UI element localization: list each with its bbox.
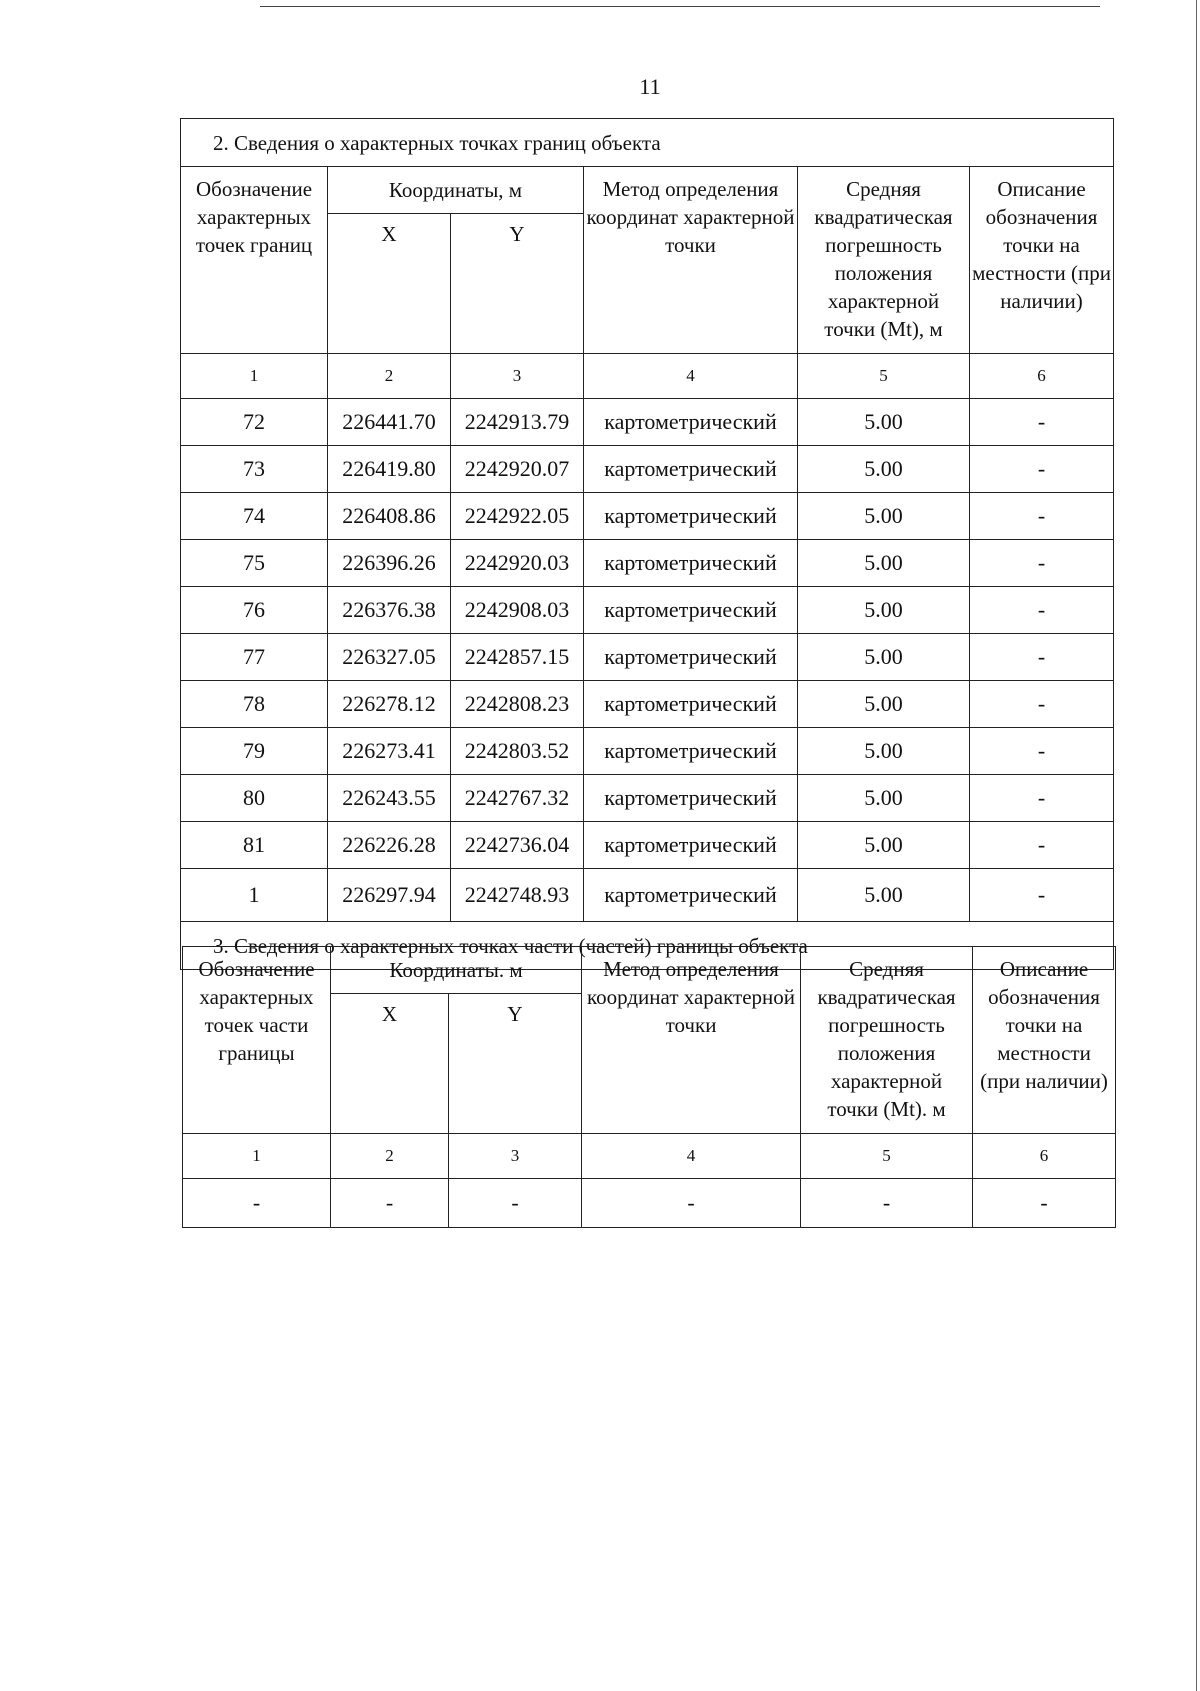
table-row bbox=[181, 634, 1114, 681]
column-number: 5 bbox=[798, 354, 970, 399]
header-coordinates: Координаты, м bbox=[328, 167, 584, 214]
coord-x: 226243.55 bbox=[328, 775, 451, 822]
scan-right-edge bbox=[1196, 0, 1197, 1691]
mt-error: 5.00 bbox=[798, 634, 970, 681]
header-error: Средняя квадратическая погрешность положения характерной точки (Mt). м bbox=[801, 947, 973, 1134]
coord-y: 2242808.23 bbox=[451, 681, 584, 728]
point-id: 81 bbox=[181, 822, 328, 869]
point-id: 78 bbox=[181, 681, 328, 728]
method: картометрический bbox=[584, 634, 798, 681]
header-error: Средняя квадратическая погрешность положения характерной точки (Mt), м bbox=[798, 167, 970, 354]
coord-x: 226419.80 bbox=[328, 446, 451, 493]
table-row bbox=[181, 728, 1114, 775]
description: - bbox=[970, 540, 1114, 587]
description: - bbox=[970, 634, 1114, 681]
table-row bbox=[183, 1179, 1116, 1228]
description: - bbox=[973, 1179, 1116, 1228]
page-number: 11 bbox=[639, 74, 661, 99]
mt-error: 5.00 bbox=[798, 869, 970, 922]
header-row-top bbox=[183, 947, 1116, 994]
mt-error: - bbox=[801, 1179, 973, 1228]
coord-x: 226376.38 bbox=[328, 587, 451, 634]
column-number-row bbox=[183, 1134, 1116, 1179]
column-number: 4 bbox=[584, 354, 798, 399]
coord-x: 226396.26 bbox=[328, 540, 451, 587]
header-designation: Обозначение характерных точек границ bbox=[181, 167, 328, 354]
coord-y: 2242920.03 bbox=[451, 540, 584, 587]
mt-error: 5.00 bbox=[798, 728, 970, 775]
description: - bbox=[970, 869, 1114, 922]
scan-top-rule bbox=[260, 6, 1100, 7]
section-3-title: 3. Сведения о характерных точках части (частей) границы объекта bbox=[181, 922, 1114, 970]
header-x: X bbox=[328, 214, 451, 354]
description: - bbox=[970, 493, 1114, 540]
table-row bbox=[181, 587, 1114, 634]
header-method: Метод определения координат характерной точки bbox=[582, 947, 801, 1134]
column-number-row bbox=[181, 354, 1114, 399]
description: - bbox=[970, 728, 1114, 775]
description: - bbox=[970, 775, 1114, 822]
mt-error: 5.00 bbox=[798, 399, 970, 446]
method: картометрический bbox=[584, 869, 798, 922]
mt-error: 5.00 bbox=[798, 446, 970, 493]
method: картометрический bbox=[584, 587, 798, 634]
description: - bbox=[970, 681, 1114, 728]
table-row bbox=[181, 446, 1114, 493]
column-number: 2 bbox=[328, 354, 451, 399]
part-boundary-points-table bbox=[182, 946, 1116, 1228]
method: картометрический bbox=[584, 822, 798, 869]
coord-x: 226297.94 bbox=[328, 869, 451, 922]
column-number: 4 bbox=[582, 1134, 801, 1179]
table-row bbox=[181, 399, 1114, 446]
coord-x: 226278.12 bbox=[328, 681, 451, 728]
point-id: - bbox=[183, 1179, 331, 1228]
column-number: 3 bbox=[451, 354, 584, 399]
coord-x: - bbox=[331, 1179, 449, 1228]
table-row bbox=[181, 869, 1114, 922]
coord-x: 226327.05 bbox=[328, 634, 451, 681]
column-number: 6 bbox=[973, 1134, 1116, 1179]
header-method: Метод определения координат характерной точки bbox=[584, 167, 798, 354]
table-row bbox=[181, 493, 1114, 540]
column-number: 1 bbox=[181, 354, 328, 399]
coord-x: 226408.86 bbox=[328, 493, 451, 540]
column-number: 5 bbox=[801, 1134, 973, 1179]
coord-y: 2242922.05 bbox=[451, 493, 584, 540]
mt-error: 5.00 bbox=[798, 775, 970, 822]
method: картометрический bbox=[584, 540, 798, 587]
coord-y: 2242857.15 bbox=[451, 634, 584, 681]
column-number: 1 bbox=[183, 1134, 331, 1179]
coord-y: 2242748.93 bbox=[451, 869, 584, 922]
table-row bbox=[181, 775, 1114, 822]
header-x: X bbox=[331, 994, 449, 1134]
method: картометрический bbox=[584, 681, 798, 728]
point-id: 76 bbox=[181, 587, 328, 634]
mt-error: 5.00 bbox=[798, 681, 970, 728]
table-row bbox=[181, 822, 1114, 869]
coord-y: - bbox=[449, 1179, 582, 1228]
table-row bbox=[181, 540, 1114, 587]
description: - bbox=[970, 587, 1114, 634]
boundary-points-table bbox=[180, 118, 1114, 970]
header-y: Y bbox=[451, 214, 584, 354]
column-number: 2 bbox=[331, 1134, 449, 1179]
method: картометрический bbox=[584, 493, 798, 540]
coord-x: 226441.70 bbox=[328, 399, 451, 446]
point-id: 73 bbox=[181, 446, 328, 493]
description: - bbox=[970, 822, 1114, 869]
mt-error: 5.00 bbox=[798, 822, 970, 869]
description: - bbox=[970, 446, 1114, 493]
mt-error: 5.00 bbox=[798, 540, 970, 587]
point-id: 1 bbox=[181, 869, 328, 922]
method: картометрический bbox=[584, 399, 798, 446]
column-number: 3 bbox=[449, 1134, 582, 1179]
header-description: Описание обозначения точки на местности (при наличии) bbox=[973, 947, 1116, 1134]
header-y: Y bbox=[449, 994, 582, 1134]
point-id: 74 bbox=[181, 493, 328, 540]
coord-y: 2242908.03 bbox=[451, 587, 584, 634]
header-row-top bbox=[181, 167, 1114, 214]
table-row bbox=[181, 681, 1114, 728]
description: - bbox=[970, 399, 1114, 446]
method: - bbox=[582, 1179, 801, 1228]
mt-error: 5.00 bbox=[798, 493, 970, 540]
coord-y: 2242803.52 bbox=[451, 728, 584, 775]
point-id: 80 bbox=[181, 775, 328, 822]
coord-y: 2242913.79 bbox=[451, 399, 584, 446]
header-description: Описание обозначения точки на местности (при наличии) bbox=[970, 167, 1114, 354]
point-id: 75 bbox=[181, 540, 328, 587]
column-number: 6 bbox=[970, 354, 1114, 399]
method: картометрический bbox=[584, 446, 798, 493]
method: картометрический bbox=[584, 728, 798, 775]
point-id: 77 bbox=[181, 634, 328, 681]
coord-y: 2242920.07 bbox=[451, 446, 584, 493]
coord-y: 2242736.04 bbox=[451, 822, 584, 869]
header-designation: Обозначение характерных точек части границы bbox=[183, 947, 331, 1134]
section-title-row bbox=[181, 119, 1114, 167]
point-id: 72 bbox=[181, 399, 328, 446]
method: картометрический bbox=[584, 775, 798, 822]
coord-y: 2242767.32 bbox=[451, 775, 584, 822]
point-id: 79 bbox=[181, 728, 328, 775]
section-2-title: 2. Сведения о характерных точках границ объекта bbox=[181, 119, 1114, 167]
mt-error: 5.00 bbox=[798, 587, 970, 634]
coord-x: 226226.28 bbox=[328, 822, 451, 869]
coord-x: 226273.41 bbox=[328, 728, 451, 775]
header-coordinates: Координаты. м bbox=[331, 947, 582, 994]
